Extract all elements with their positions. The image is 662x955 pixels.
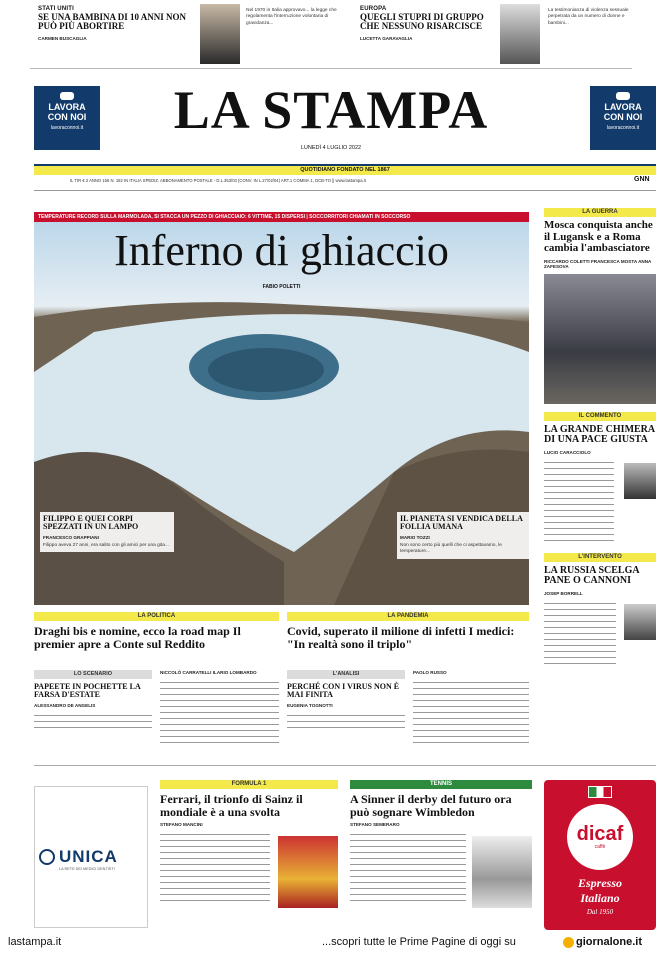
side2-text-lines — [544, 459, 614, 544]
side1-photo — [544, 274, 656, 404]
side1-headline[interactable]: Mosca conquista anche il Lugansk e a Roma cambia l'ambasciatore — [544, 219, 653, 255]
lavora-line2: CON NOI — [47, 112, 87, 122]
side3-kicker: L'INTERVENTO — [544, 553, 656, 562]
sidebar — [544, 208, 656, 753]
dicaf-line2: Italiano — [580, 891, 620, 905]
gnn-logo: GNN — [634, 176, 650, 183]
top-teaser-bar — [30, 4, 632, 69]
box-left-title: FILIPPO E QUEI CORPI SPEZZATI IN UN LAMPO — [43, 514, 139, 532]
box-left-text: Filippo aveva 27 anni, era salito con gli amici per una gita... — [43, 542, 169, 548]
unica-ad[interactable] — [34, 786, 148, 928]
box-left-author: FRANCESCO GRAPPIANI — [43, 534, 99, 540]
dicaf-ad[interactable] — [544, 780, 656, 930]
scenario-label: LO SCENARIO — [34, 670, 152, 679]
lead-photo[interactable] — [34, 222, 529, 605]
unica-logo-icon — [39, 849, 55, 865]
info-line: IL TIR € 2 ANNO 156 N. 182 IN ITALIA SPEDIZ. ABBONAMENTO POSTALE - D.L.353/03 (CONV. IN L.27/02/04) ART.1 COMMA 1, DCB-TO || www.lastampa.it — [70, 178, 366, 183]
masthead-rule — [34, 190, 656, 191]
scenario-title: PAPEETE IN POCHETTE LA FARSA D'ESTATE — [34, 682, 141, 700]
politica-text-lines — [160, 679, 279, 743]
side3-headline[interactable]: LA RUSSIA SCELGA PANE O CANNONI — [544, 564, 640, 587]
dicaf-line3: Dal 1950 — [586, 908, 614, 916]
side2-body — [544, 459, 656, 549]
scenario-text-lines — [34, 712, 152, 732]
side1-authors: RICCARDO COLETTI FRANCESCA MOSTA ANNA ZAFESOVA — [544, 258, 652, 269]
side2-author-photo — [624, 463, 656, 499]
teaser-left-author: CARMEN BUSCAGLIA — [38, 35, 87, 41]
politica-scenario[interactable] — [34, 670, 152, 732]
lavora-line1: LAVORA — [48, 102, 86, 112]
teaser-left-text: Nel 1970 in Italia approvavo... la legge che regolamenta l'interruzione volontaria di gravidanza... — [246, 8, 337, 26]
footer — [0, 930, 662, 955]
politica-kicker: LA POLITICA — [34, 612, 279, 621]
teaser-right-photo — [500, 4, 540, 64]
teaser-right-author: LUCETTA GARAVAGLIA — [360, 35, 413, 41]
politica-article — [160, 670, 279, 743]
box-right-text: Non sono certo più quelli che ci aspettavamo, le temperature... — [400, 542, 502, 555]
formula1-photo — [278, 836, 338, 908]
formula1-headline: Ferrari, il trionfo di Sainz il mondiale è a una svolta — [160, 792, 303, 819]
lead-box-right[interactable] — [397, 512, 529, 559]
politica-authors: NICCOLÒ CARRATELLI ILARIO LOMBARDO — [160, 670, 257, 675]
lavora-line2: CON NOI — [603, 112, 643, 122]
lavora-line1: LAVORA — [604, 102, 642, 112]
analisi-title: PERCHÉ CON I VIRUS NON È MAI FINITA — [287, 682, 400, 700]
tennis-kicker: TENNIS — [350, 780, 532, 789]
teaser-right-text: La testimonianza di violenza sessuale perpetrata da un numero di donne e bambini... — [548, 8, 629, 26]
tennis-section[interactable] — [350, 780, 532, 930]
side2-author: LUCIO CARACCIOLO — [544, 449, 591, 455]
tennis-text-lines — [350, 831, 466, 901]
side3-author: JOSEP BORRELL — [544, 590, 583, 596]
lead-byline: FABIO POLETTI — [262, 284, 301, 290]
side3-body — [544, 600, 656, 670]
tennis-photo — [472, 836, 532, 908]
box-right-title: IL PIANETA SI VENDICA DELLA FOLLIA UMANA — [400, 514, 523, 532]
side2-headline[interactable]: LA GRANDE CHIMERA DI UNA PACE GIUSTA — [544, 423, 655, 446]
footer-brand-link[interactable]: giornalone.it — [576, 936, 642, 948]
teaser-right[interactable] — [360, 6, 495, 41]
lead-box-left[interactable] — [40, 512, 174, 552]
pandemia-section[interactable] — [287, 612, 529, 760]
side2-kicker: IL COMMENTO — [544, 412, 656, 421]
analisi-author: EUGENIA TOGNOTTI — [287, 702, 333, 708]
dicaf-logo — [567, 804, 633, 870]
pandemia-analisi[interactable] — [287, 670, 405, 732]
scenario-author: ALESSANDRO DE ANGELIS — [34, 702, 96, 708]
side1-kicker: LA GUERRA — [544, 208, 656, 217]
footer-middle-text: ...scopri tutte le Prime Pagine di oggi su — [322, 936, 516, 948]
footer-left-link[interactable]: lastampa.it — [8, 936, 62, 948]
unica-name: UNICA — [59, 847, 118, 866]
pandemia-kicker: LA PANDEMIA — [287, 612, 529, 621]
pandemia-article — [413, 670, 529, 743]
lavora-promo-right[interactable] — [590, 86, 656, 150]
dicaf-sub: caffè — [594, 844, 606, 850]
lead-banner: TEMPERATURE RECORD SULLA MARMOLADA, SI STACCA UN PEZZO DI GHIACCIAIO: 6 VITTIME, 15 DISPERSI | SOCCORRITORI CHIAMATI IN SOCCORSO — [34, 212, 529, 222]
box-right-author: MARIO TOZZI — [400, 534, 430, 540]
teaser-left-kicker: STATI UNITI — [38, 6, 74, 12]
lavora-icon — [616, 92, 630, 100]
analisi-text-lines — [287, 712, 405, 732]
masthead-title: LA STAMPA — [173, 80, 489, 140]
politica-section[interactable] — [34, 612, 279, 760]
teaser-right-headline: QUEGLI STUPRI DI GRUPPO CHE NESSUNO RISARCISCE — [360, 12, 484, 32]
formula1-text-lines — [160, 831, 270, 901]
giornalone-icon — [563, 937, 574, 948]
formula1-author: STEFANO MANCINI — [160, 822, 203, 828]
unica-tag: LA RETE DEI MEDICI DENTISTI — [59, 867, 115, 871]
teaser-left[interactable] — [38, 6, 198, 41]
dicaf-line1: Espresso — [577, 876, 622, 890]
pandemia-author: PAOLO RUSSO — [413, 670, 447, 675]
lavora-url: lavoraconnoi.it — [606, 125, 640, 131]
analisi-label: L'ANALISI — [287, 670, 405, 679]
lead-headline: Inferno di ghiaccio — [114, 226, 449, 275]
teaser-left-photo — [200, 4, 240, 64]
section-rule — [34, 765, 656, 766]
teaser-right-kicker: EUROPA — [360, 6, 387, 12]
lavora-icon — [60, 92, 74, 100]
politica-headline: Draghi bis e nomine, ecco la road map Il premier apre a Conte sul Reddito — [34, 624, 241, 651]
tennis-author: STEFANO SEMERARO — [350, 822, 400, 828]
teaser-left-headline: SE UNA BAMBINA DI 10 ANNI NON PUÒ PIÙ ABORTIRE — [38, 12, 187, 32]
formula1-section[interactable] — [160, 780, 340, 930]
dicaf-brand: dicaf — [576, 823, 624, 845]
pandemia-text-lines — [413, 679, 529, 743]
side3-author-photo — [624, 604, 656, 640]
tennis-headline: A Sinner il derby del futuro ora può sognare Wimbledon — [350, 792, 512, 819]
masthead-date: LUNEDÌ 4 LUGLIO 2022 — [300, 145, 362, 151]
founded-text: QUOTIDIANO FONDATO NEL 1867 — [300, 167, 390, 173]
side3-text-lines — [544, 600, 616, 666]
pandemia-headline: Covid, superato il milione di infetti I medici: "In realtà sono il triplo" — [287, 624, 515, 651]
dicaf-flag-icon — [588, 786, 612, 798]
lavora-promo-left[interactable] — [34, 86, 100, 150]
formula1-kicker: FORMULA 1 — [160, 780, 338, 789]
lavora-url: lavoraconnoi.it — [50, 125, 84, 131]
founded-bar — [34, 164, 656, 175]
